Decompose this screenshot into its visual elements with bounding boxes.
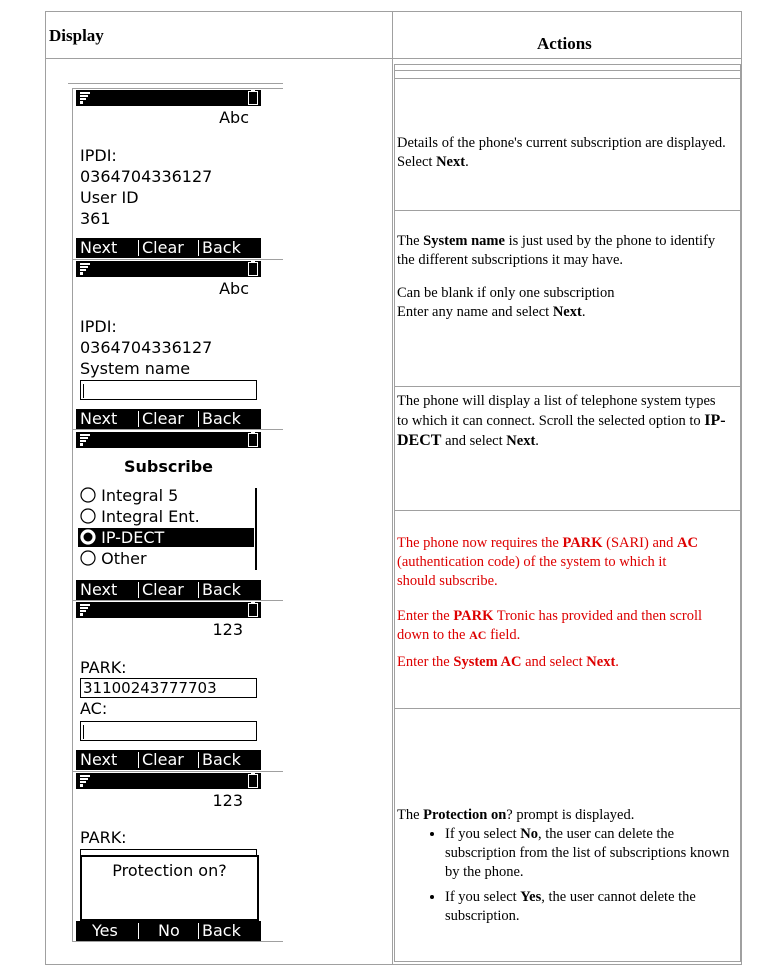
signal-icon [80,434,90,446]
action-paragraph: The Protection on? prompt is displayed. [397,807,635,823]
softkey-clear[interactable]: Clear [142,409,184,428]
ipdi-value: 0364704336127 [80,338,213,357]
label-ipdi: IPDI: [80,317,117,336]
phone-screen-system-name [76,261,261,429]
status-bar [76,90,261,106]
inner-border [394,64,395,962]
input-mode: 123 [212,791,243,810]
softkey-back[interactable]: Back [202,750,241,769]
softkey-back[interactable]: Back [202,409,241,428]
display-rule [68,83,283,84]
row-divider [394,210,740,211]
action-row-5 [397,806,732,932]
action-paragraph: Enter any name and select Next. [397,304,586,320]
action-row-4 [397,534,707,672]
option-label: Integral 5 [101,486,179,505]
option-label: IP-DECT [101,528,165,547]
battery-icon [248,91,258,105]
softkey-no[interactable]: No [158,921,180,940]
protection-dialog [80,855,259,921]
radio-selected-icon [80,529,96,545]
battery-icon [248,262,258,276]
status-bar [76,773,261,789]
radio-empty-icon [80,508,96,524]
action-row-1: Details of the phone's current subscription are displayed. Select Next. [397,135,726,170]
inner-rule [394,70,740,71]
scrollbar[interactable] [255,488,257,570]
header-divider [45,58,742,59]
row-divider [394,708,740,709]
list-item: • If you select No, the user can delete the subscription from the list of subscriptions known by the phone. [445,825,732,882]
action-paragraph: Can be blank if only one subscription [397,285,615,301]
option-integral-ent[interactable] [80,507,200,527]
label-system-name: System name [80,359,191,378]
park-input[interactable]: 31100243777703 [80,678,257,698]
signal-icon [80,263,90,275]
softkey-bar [76,921,261,941]
row-divider [394,510,740,511]
option-ip-dect[interactable] [80,528,164,548]
action-paragraph: Enter the PARK Tronic has provided and then scroll down to the AC field. [397,608,703,643]
softkey-back[interactable]: Back [202,580,241,599]
ipdi-value: 0364704336127 [80,167,213,186]
display-rule [72,429,283,430]
phone-screen-protection [76,773,261,941]
option-label: Other [101,549,147,568]
softkey-clear[interactable]: Clear [142,238,184,257]
action-paragraph: The phone now requires the PARK (SARI) and AC (authentication code) of the system to which it should subscribe. [397,535,698,589]
battery-icon [248,603,258,617]
option-integral-5[interactable] [80,486,178,506]
signal-icon [80,604,90,616]
softkey-next[interactable]: Next [80,238,118,257]
display-border [72,88,73,942]
phone-screen-subscribe [76,432,261,600]
radio-empty-icon [80,487,96,503]
signal-icon [80,92,90,104]
softkey-next[interactable]: Next [80,409,118,428]
softkey-clear[interactable]: Clear [142,580,184,599]
action-list [397,825,732,926]
softkey-bar [76,409,261,429]
action-paragraph: Enter the System AC and select Next. [397,654,619,670]
actions-header: Actions [537,34,592,53]
inner-border [740,64,741,962]
status-bar [76,432,261,448]
softkey-yes[interactable]: Yes [92,921,118,940]
inner-rule [394,78,740,79]
ac-input[interactable] [80,721,257,741]
signal-icon [80,775,90,787]
inner-rule [394,64,740,65]
softkey-bar [76,750,261,770]
action-row-2 [397,232,727,322]
system-name-input[interactable] [80,380,257,400]
input-mode: Abc [219,108,249,127]
softkey-back[interactable]: Back [202,921,241,940]
row-divider [394,386,740,387]
label-park: PARK: [80,828,127,847]
battery-icon [248,774,258,788]
dialog-message: Protection on? [112,861,227,880]
phone-screen-subscription-details [76,90,261,258]
status-bar [76,261,261,277]
list-item: • If you select Yes, the user cannot delete the subscription. [445,888,732,926]
softkey-bar [76,580,261,600]
battery-icon [248,433,258,447]
action-paragraph: The System name is just used by the phone to identify the different subscriptions it may have. [397,233,716,268]
label-park: PARK: [80,658,127,677]
action-row-3: The phone will display a list of telephone system types to which it can connect. Scroll the selected option to IP-DECT and select Next. [397,393,726,449]
softkey-next[interactable]: Next [80,750,118,769]
user-id-value: 361 [80,209,111,228]
subscribe-title: Subscribe [123,457,214,476]
softkey-bar [76,238,261,258]
softkey-next[interactable]: Next [80,580,118,599]
option-other[interactable] [80,549,147,569]
input-mode: 123 [212,620,243,639]
row-divider [394,961,740,962]
label-user-id: User ID [80,188,139,207]
input-mode: Abc [219,279,249,298]
column-divider [392,11,393,965]
label-ipdi: IPDI: [80,146,117,165]
softkey-clear[interactable]: Clear [142,750,184,769]
display-header: Display [49,26,104,45]
option-label: Integral Ent. [101,507,200,526]
status-bar [76,602,261,618]
label-ac: AC: [80,699,108,718]
phone-screen-park-ac [76,602,261,770]
display-rule [72,941,283,942]
softkey-back[interactable]: Back [202,238,241,257]
radio-empty-icon [80,550,96,566]
